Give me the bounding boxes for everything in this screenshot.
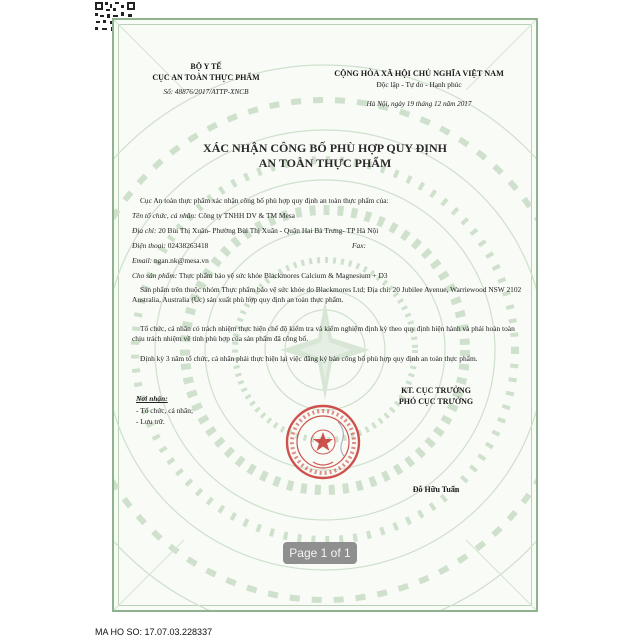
record-code: MA HO SO: 17.07.03.228337	[95, 627, 213, 637]
address-line	[132, 226, 378, 235]
ministry-name: BỘ Y TẾ	[190, 62, 222, 71]
address-value: 20 Bùi Thị Xuân- Phường Bùi Thị Xuân - Quận Hai Bà Trưng- TP Hà Nội	[156, 226, 379, 235]
document-title-line2: AN TOÀN THỰC PHẨM	[258, 156, 392, 170]
page-indicator: Page 1 of 1	[283, 542, 357, 564]
paragraph-renewal: Định kỳ 3 năm tổ chức, cá nhân phải thực hiện lại việc đăng ký bản công bố phù hợp quy định an toàn thực phẩm.	[140, 354, 478, 363]
paragraph-responsibility: Tổ chức, cá nhân có trách nhiệm thực hiện chế độ kiểm tra và kiểm nghiệm định kỳ theo quy định hiện hành và phải hoàn toàn chịu trách nhiệm về tính phù hợp của sản phẩm đã công bố.	[132, 324, 515, 343]
recipients-label: Nơi nhận:	[136, 394, 168, 403]
certificate	[112, 18, 538, 612]
email-value: ngan.nk@mesa.vn	[152, 256, 209, 265]
signer-name: Đỗ Hữu Tuấn	[412, 485, 460, 494]
official-seal-icon	[283, 402, 363, 482]
document-number: Số: 48876/2017/ATTP-XNCB	[163, 88, 249, 96]
fax-label: Fax:	[352, 241, 366, 250]
address-label: Địa chỉ:	[132, 226, 157, 235]
org-line	[132, 211, 295, 220]
paragraph-manufacturer: Sản phẩm trên thuộc nhóm Thực phẩm bảo vệ sức khỏe do Blackmores Ltd; Địa chỉ: 20 Jubilee Avenue, Warriewood NSW 2102 Australia, Australia (Úc) sản xuất phù hợp quy định an toàn thực phẩm.	[132, 285, 522, 304]
agency-name: CỤC AN TOÀN THỰC PHẨM	[152, 73, 260, 82]
org-value: Công ty TNHH DV & TM Mesa	[196, 211, 295, 220]
document-title-line1: XÁC NHẬN CÔNG BỐ PHÙ HỢP QUY ĐỊNH	[203, 141, 447, 155]
signer-role-1: KT. CỤC TRƯỞNG	[401, 386, 471, 395]
email-label: Email:	[132, 256, 153, 265]
recipient-item: - Lưu trữ.	[136, 417, 165, 426]
recipient-item: - Tổ chức, cá nhân;	[136, 406, 194, 415]
org-label: Tên tổ chức, cá nhân:	[132, 211, 197, 220]
product-value: Thực phẩm bảo vệ sức khỏe Blackmores Calcium & Magnesium + D3	[177, 271, 388, 280]
email-line	[132, 256, 209, 265]
product-line	[132, 271, 388, 280]
national-motto: Độc lập - Tự do - Hạnh phúc	[376, 80, 462, 89]
country-name: CỘNG HÒA XÃ HỘI CHỦ NGHĨA VIỆT NAM	[334, 69, 504, 78]
phone-line	[132, 241, 208, 250]
bronze-drum-watermark	[114, 20, 536, 610]
product-label: Cho sản phẩm:	[132, 271, 178, 280]
issue-date: Hà Nội, ngày 19 tháng 12 năm 2017	[366, 100, 472, 108]
phone-label: Điện thoại:	[132, 241, 166, 250]
phone-value: 02438263418	[165, 241, 209, 250]
signer-role-2: PHÓ CỤC TRƯỞNG	[398, 397, 474, 406]
intro-line: Cục An toàn thực phẩm xác nhận công bố phù hợp quy định an toàn thực phẩm của:	[140, 196, 389, 205]
